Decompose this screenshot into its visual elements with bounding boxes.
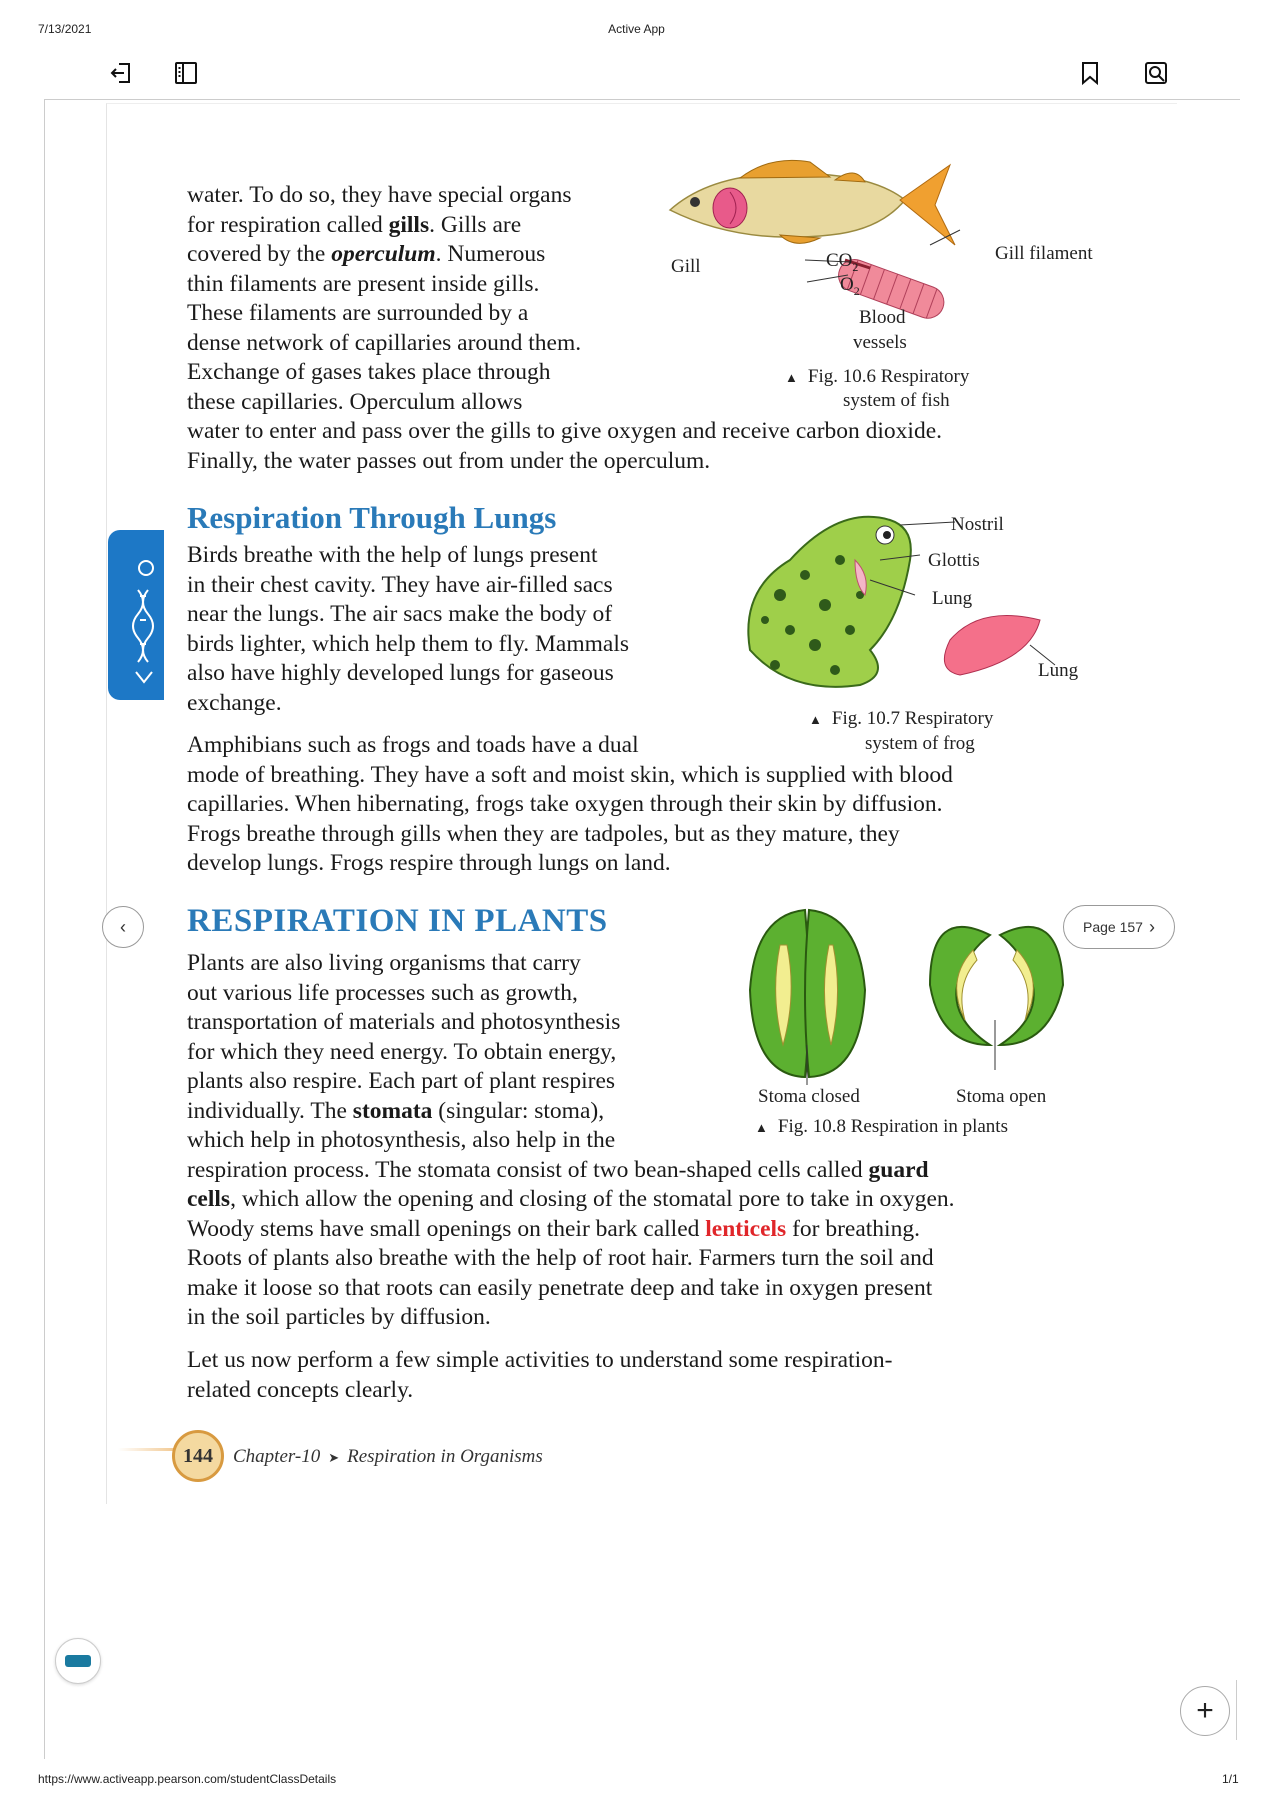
closing-paragraph — [187, 1346, 892, 1405]
text-line: birds lighter, which help them to fly. Mammals — [187, 630, 630, 657]
heading-lungs: Respiration Through Lungs — [187, 500, 557, 535]
viewer-frame-left — [44, 99, 45, 1759]
text-run: for respiration called — [187, 211, 389, 238]
print-page-count: 1/1 — [1222, 1772, 1239, 1786]
text-line: Birds breathe with the help of lungs present — [187, 542, 598, 568]
fish-illustration — [660, 150, 1020, 340]
panel-icon[interactable] — [169, 56, 203, 90]
amphibians-paragraph — [187, 731, 953, 879]
next-page-button[interactable] — [1063, 905, 1175, 949]
prev-page-button[interactable]: ‹ — [102, 906, 144, 948]
fig106-label-co2 — [826, 250, 858, 275]
text-line: Roots of plants also breathe with the help of root hair. Farmers turn the soil and — [187, 1245, 934, 1271]
add-button[interactable]: + — [1180, 1686, 1230, 1736]
fig106-label-blood: Blood — [859, 307, 906, 328]
chapter-title: Respiration in Organisms — [347, 1446, 543, 1467]
chapter-footer — [233, 1446, 543, 1468]
text-run: for breathing. — [786, 1215, 920, 1242]
text-line: capillaries. When hibernating, frogs take oxygen through their skin by diffusion. — [187, 791, 943, 817]
fig106-caption-1 — [785, 366, 969, 388]
heading-plants: RESPIRATION IN PLANTS — [187, 903, 608, 939]
text-line: make it loose so that roots can easily penetrate deep and take in oxygen present — [187, 1274, 933, 1301]
chapter-label: Chapter-10 — [233, 1446, 321, 1467]
text-line: Amphibians such as frogs and toads have a dual — [187, 732, 639, 758]
text-run: . Gills are — [429, 211, 522, 238]
search-page-icon[interactable] — [1139, 56, 1173, 90]
text-line: also have highly developed lungs for gaseous — [187, 660, 614, 686]
frog-illustration — [730, 500, 1090, 710]
text-line: develop lungs. Frogs respire through lungs on land. — [187, 850, 671, 876]
term-guard: guard — [868, 1156, 929, 1183]
text-line: water to enter and pass over the gills to give oxygen and receive carbon dioxide. — [187, 418, 943, 444]
text-run: (singular: stoma), — [432, 1097, 605, 1124]
mini-tool-button[interactable] — [55, 1638, 101, 1684]
fig107-caption-1 — [809, 708, 993, 730]
text-line: These filaments are surrounded by a — [187, 300, 529, 326]
term-lenticels: lenticels — [705, 1215, 787, 1242]
fig107-label-nostril: Nostril — [951, 514, 1004, 535]
text-run: , which allow the opening and closing of the stomatal pore to take in oxygen. — [230, 1186, 955, 1212]
triangle-icon: ▲ — [755, 1120, 768, 1135]
text-line: mode of breathing. They have a soft and moist skin, which is supplied with blood — [187, 761, 953, 788]
text-line: dense network of capillaries around them. — [187, 329, 582, 356]
resources-side-tab[interactable] — [108, 530, 164, 700]
page-label: Page 157 — [1083, 919, 1143, 935]
text-line: plants also respire. Each part of plant respires — [187, 1068, 616, 1094]
print-title: Active App — [608, 22, 665, 36]
viewer-frame-right — [1236, 1680, 1237, 1740]
term-gills: gills — [388, 211, 430, 238]
text-line: these capillaries. Operculum allows — [187, 388, 523, 415]
fig108-label-open: Stoma open — [956, 1086, 1047, 1107]
term-cells: cells — [187, 1186, 231, 1212]
text-line: for which they need energy. To obtain energy, — [187, 1038, 617, 1065]
dna-icon — [108, 530, 164, 700]
fig106-label-vessels: vessels — [853, 332, 907, 353]
viewer-frame-top — [44, 99, 1240, 100]
print-url: https://www.activeapp.pearson.com/studentClassDetails — [38, 1772, 337, 1786]
plants-paragraph — [187, 949, 955, 1333]
text-run: Woody stems have small openings on their bark called — [187, 1215, 706, 1242]
lungs-paragraph — [187, 541, 629, 718]
bookmark-icon[interactable] — [1073, 56, 1107, 90]
text-line: which help in photosynthesis, also help in the — [187, 1127, 616, 1153]
text-line: out various life processes such as growth, — [187, 979, 578, 1006]
chevron-right-icon: › — [1148, 916, 1155, 937]
fig106-label-gill: Gill — [671, 256, 701, 277]
text-run: Fig. 10.8 Respiration in plants — [777, 1116, 1008, 1137]
text-line: water. To do so, they have special organs — [187, 182, 572, 208]
fig107-label-glottis: Glottis — [928, 550, 980, 571]
text-run: CO — [826, 250, 853, 271]
text-line: thin filaments are present inside gills. — [187, 270, 540, 297]
text-line: Plants are also living organisms that carry — [187, 950, 581, 976]
text-line: transportation of materials and photosynthesis — [187, 1009, 621, 1035]
exit-icon[interactable] — [105, 56, 139, 90]
text-line: exchange. — [187, 689, 282, 716]
fig106-caption-2: system of fish — [843, 390, 950, 411]
text-run: . Numerous — [435, 241, 546, 267]
fig108-label-closed: Stoma closed — [758, 1086, 860, 1107]
text-run: Fig. 10.7 Respiratory — [831, 708, 994, 729]
text-line: in their chest cavity. They have air-filled sacs — [187, 571, 613, 598]
fig107-label-lung-2: Lung — [1038, 660, 1079, 681]
text-line: in the soil particles by diffusion. — [187, 1304, 491, 1330]
print-date: 7/13/2021 — [38, 22, 92, 36]
text-line: related concepts clearly. — [187, 1376, 414, 1403]
text-run: Fig. 10.6 Respiratory — [807, 366, 970, 387]
subscript: 2 — [852, 259, 859, 274]
arrow-icon: ➤ — [328, 1450, 340, 1465]
triangle-icon: ▲ — [785, 370, 798, 385]
text-line: Frogs breathe through gills when they are tadpoles, but as they mature, they — [187, 820, 900, 847]
term-stomata: stomata — [352, 1097, 433, 1124]
text-run: O — [840, 274, 854, 295]
triangle-icon: ▲ — [809, 712, 822, 727]
fig106-label-gill-filament: Gill filament — [995, 243, 1093, 264]
fig107-label-lung: Lung — [932, 588, 973, 609]
text-line: near the lungs. The air sacs make the body of — [187, 601, 613, 627]
page-number-badge: 144 — [172, 1430, 224, 1482]
text-line: Finally, the water passes out from under the operculum. — [187, 447, 711, 474]
term-operculum: operculum — [331, 241, 436, 267]
fig106-label-o2 — [840, 274, 860, 299]
subscript: 2 — [853, 283, 860, 298]
text-run: covered by the — [187, 241, 332, 267]
text-line: Let us now perform a few simple activities to understand some respiration- — [187, 1347, 893, 1373]
text-run: individually. The — [187, 1097, 353, 1124]
fig107-caption-2: system of frog — [865, 733, 975, 754]
tool-icon — [65, 1655, 91, 1667]
text-line: Exchange of gases takes place through — [187, 359, 551, 385]
text-run: respiration process. The stomata consist of two bean-shaped cells called — [187, 1156, 869, 1183]
